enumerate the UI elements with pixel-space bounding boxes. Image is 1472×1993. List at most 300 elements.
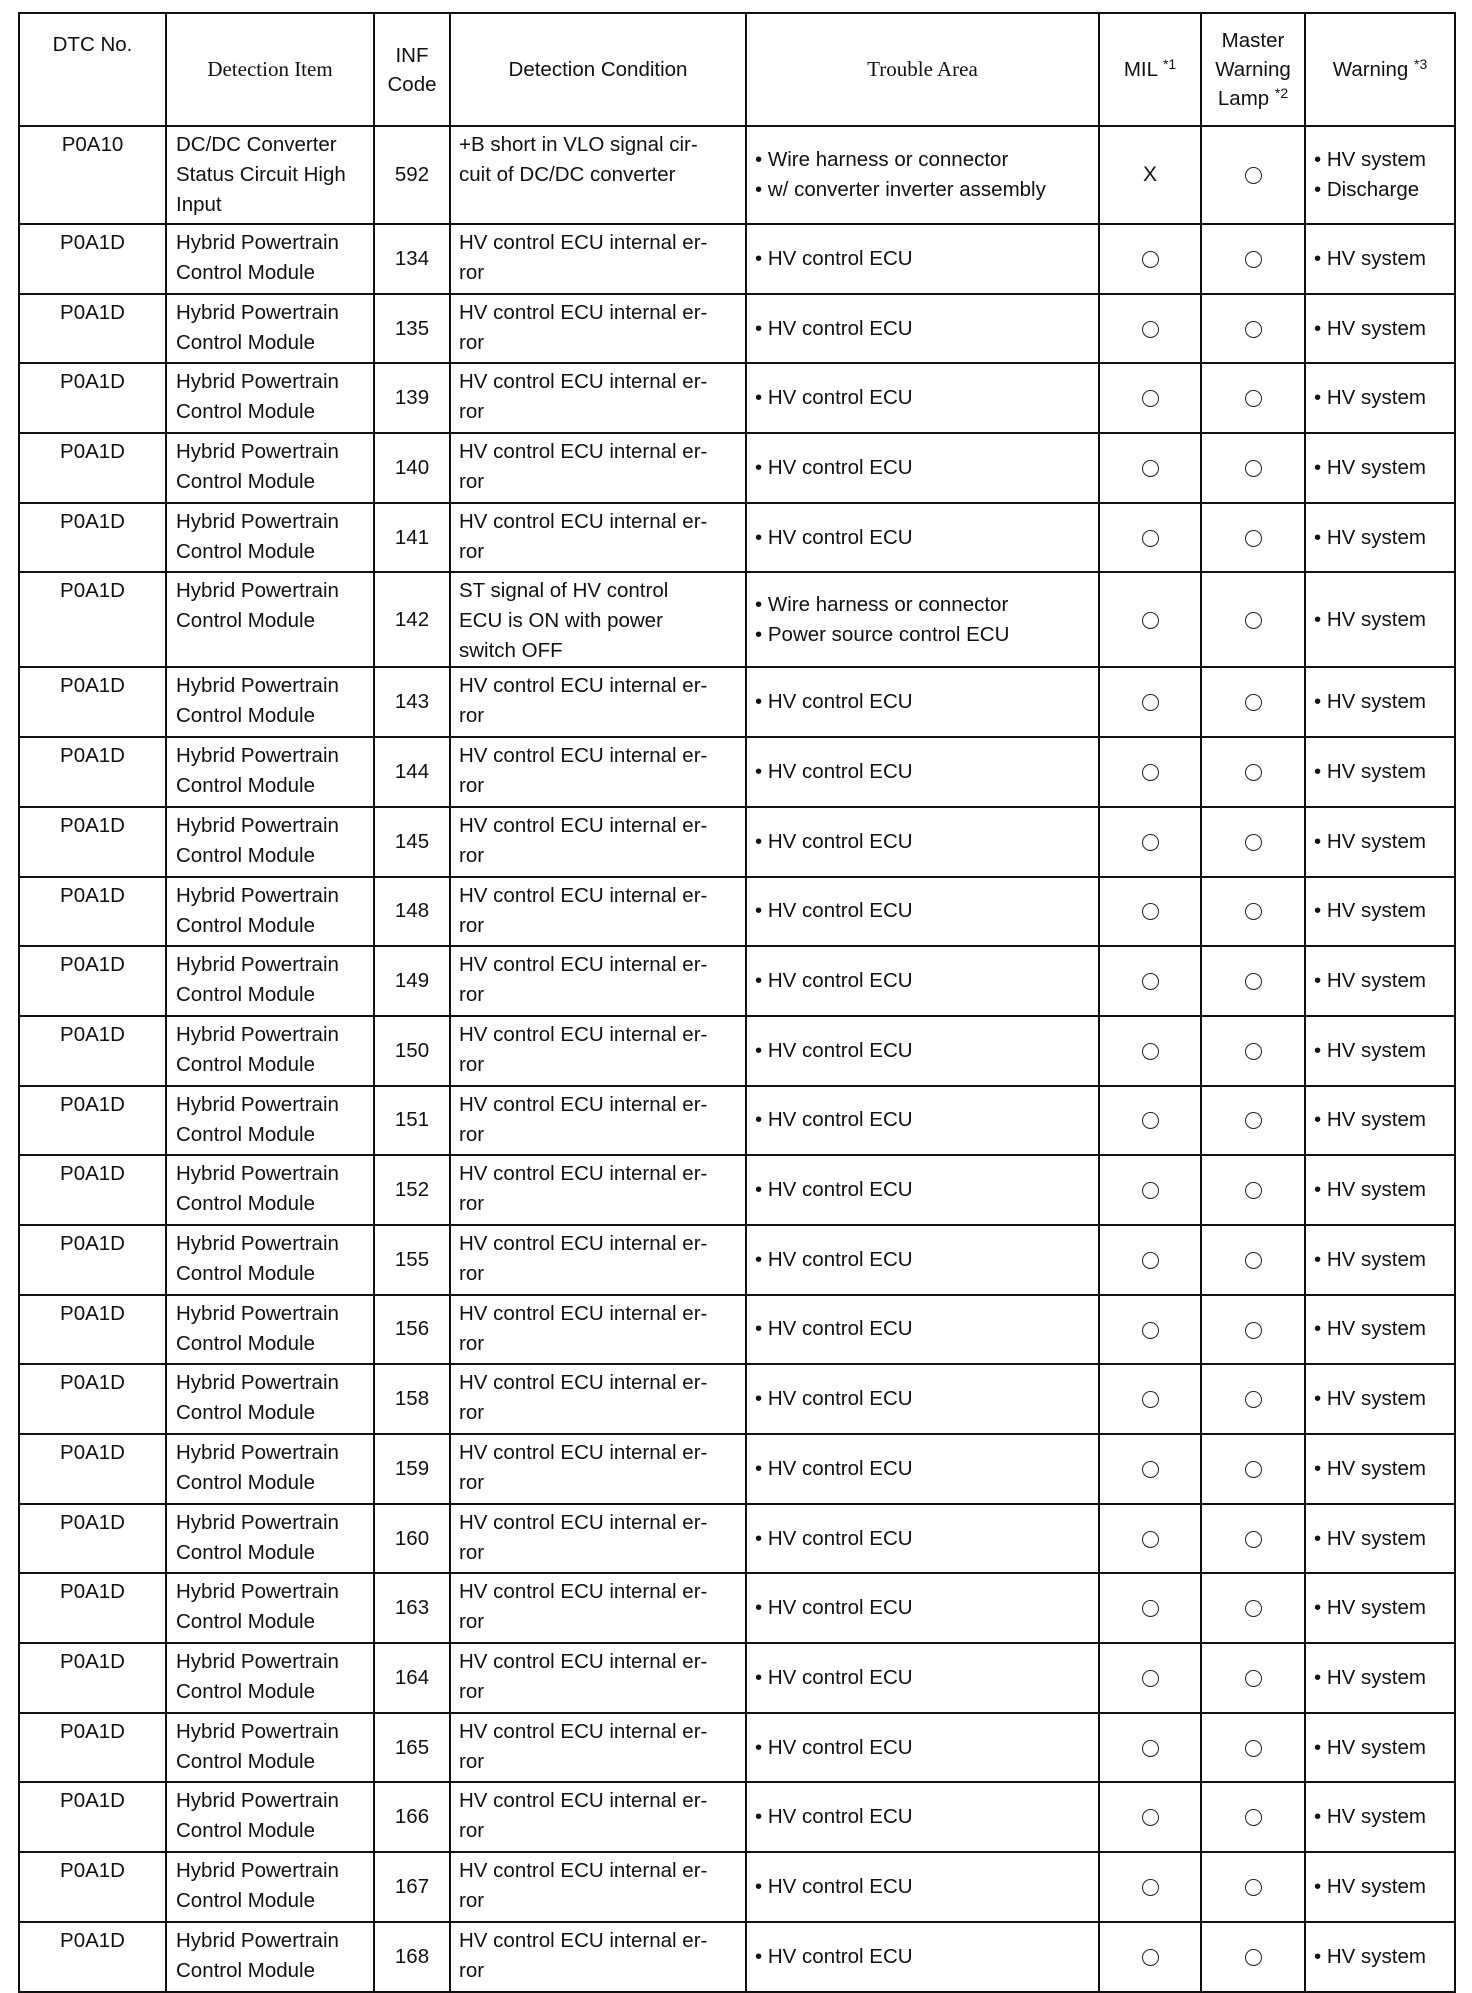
warning-item: • HV system <box>1314 244 1446 274</box>
master-warning-lamp-cell <box>1201 1225 1305 1295</box>
detection-item-line: Control Module <box>176 843 316 867</box>
warning-cell <box>1305 1155 1455 1225</box>
header-mil-label: MIL <box>1123 58 1158 81</box>
dtc-code: P0A1D <box>60 1162 125 1186</box>
detection-item-line: Control Module <box>176 1261 316 1285</box>
trouble-area-item: • HV control ECU <box>755 827 1090 857</box>
dtc-cell <box>19 1225 166 1295</box>
inf-code-cell <box>374 737 450 807</box>
detection-condition-cell <box>450 1782 746 1852</box>
header-master-label: Master <box>1221 29 1285 52</box>
inf-code: 166 <box>394 1805 430 1829</box>
inf-code-cell <box>374 1016 450 1086</box>
detection-condition-cell <box>450 946 746 1016</box>
header-warning-label: Warning <box>1215 58 1291 81</box>
circle-mark-icon <box>1142 1461 1159 1478</box>
mil-cell <box>1099 1364 1201 1434</box>
detection-item-line: Status Circuit High <box>176 163 346 186</box>
dtc-cell <box>19 877 166 947</box>
warning-item: • HV system <box>1314 1663 1446 1693</box>
mil-cell <box>1099 877 1201 947</box>
warning-cell <box>1305 1086 1455 1156</box>
detection-condition-line: ror <box>459 1540 485 1564</box>
inf-code: 135 <box>394 316 430 340</box>
detection-item-line: Control Module <box>176 704 316 728</box>
detection-condition-cell <box>450 1852 746 1922</box>
trouble-area-item: • HV control ECU <box>755 1175 1090 1205</box>
inf-code: 149 <box>394 969 430 993</box>
detection-condition-line: HV control ECU internal er- <box>459 440 708 464</box>
detection-condition-line: HV control ECU internal er- <box>459 953 708 977</box>
detection-item-line: Hybrid Powertrain <box>176 1231 339 1255</box>
detection-condition-line: ror <box>459 1471 485 1494</box>
warning-item: • HV system <box>1314 1942 1446 1972</box>
dtc-code: P0A1D <box>60 1928 125 1952</box>
mil-cell <box>1099 126 1201 224</box>
detection-condition-cell <box>450 1434 746 1504</box>
dtc-code: P0A1D <box>60 1231 125 1255</box>
dtc-code: P0A1D <box>60 1022 125 1046</box>
header-warning-footnote: *3 <box>1414 56 1428 72</box>
mil-cell <box>1099 224 1201 294</box>
circle-mark-icon <box>1142 1391 1159 1408</box>
table-body <box>19 126 1455 1992</box>
detection-item-cell <box>166 294 374 364</box>
dtc-cell <box>19 807 166 877</box>
trouble-area-item: • w/ converter inverter assembly <box>755 175 1090 205</box>
detection-condition-line: ror <box>459 1958 485 1982</box>
dtc-cell <box>19 1713 166 1783</box>
trouble-area-item: • HV control ECU <box>755 523 1090 553</box>
inf-code-cell <box>374 1643 450 1713</box>
trouble-area-cell <box>746 807 1099 877</box>
warning-item: • HV system <box>1314 1733 1446 1763</box>
inf-code: 148 <box>394 899 430 923</box>
mil-cell <box>1099 1713 1201 1783</box>
detection-item-line: Hybrid Powertrain <box>176 1650 339 1674</box>
warning-item: • HV system <box>1314 1105 1446 1135</box>
circle-mark-icon <box>1245 530 1262 547</box>
circle-mark-icon <box>1142 1182 1159 1199</box>
trouble-area-cell <box>746 224 1099 294</box>
circle-mark-icon <box>1245 251 1262 268</box>
mil-cell <box>1099 737 1201 807</box>
detection-item-line: Hybrid Powertrain <box>176 1162 339 1186</box>
warning-item: • HV system <box>1314 1524 1446 1554</box>
trouble-area-item: • Wire harness or connector <box>755 145 1090 175</box>
warning-cell <box>1305 1573 1455 1643</box>
detection-condition-line: HV control ECU internal er- <box>459 1580 708 1604</box>
warning-cell <box>1305 1782 1455 1852</box>
detection-condition-line: HV control ECU internal er- <box>459 1650 708 1674</box>
circle-mark-icon <box>1142 1740 1159 1757</box>
detection-item-line: Hybrid Powertrain <box>176 1092 339 1116</box>
header-master-warning-lamp <box>1201 13 1305 126</box>
mil-cell <box>1099 1643 1201 1713</box>
dtc-code: P0A1D <box>60 813 125 837</box>
master-warning-lamp-cell <box>1201 126 1305 224</box>
table-row <box>19 363 1455 433</box>
warning-cell <box>1305 363 1455 433</box>
detection-condition-line: ror <box>459 1261 485 1285</box>
trouble-area-item: • HV control ECU <box>755 1872 1090 1902</box>
detection-condition-cell <box>450 1364 746 1434</box>
inf-code: 592 <box>394 163 430 186</box>
inf-code-cell <box>374 126 450 224</box>
trouble-area-cell <box>746 1434 1099 1504</box>
trouble-area-item: • HV control ECU <box>755 687 1090 717</box>
detection-item-line: Hybrid Powertrain <box>176 883 339 907</box>
detection-condition-cell <box>450 1922 746 1992</box>
dtc-cell <box>19 1155 166 1225</box>
warning-item: • HV system <box>1314 605 1446 635</box>
trouble-area-item: • HV control ECU <box>755 966 1090 996</box>
detection-condition-line: HV control ECU internal er- <box>459 744 708 768</box>
trouble-area-item: • HV control ECU <box>755 1802 1090 1832</box>
dtc-cell <box>19 224 166 294</box>
table-row <box>19 877 1455 947</box>
detection-condition-line: ror <box>459 261 485 284</box>
trouble-area-cell <box>746 572 1099 667</box>
master-warning-lamp-cell <box>1201 1295 1305 1365</box>
header-warning-col-label: Warning <box>1332 58 1409 81</box>
detection-item-cell <box>166 807 374 877</box>
trouble-area-item: • HV control ECU <box>755 1314 1090 1344</box>
inf-code: 164 <box>394 1665 430 1689</box>
warning-item: • HV system <box>1314 1314 1446 1344</box>
trouble-area-item: • HV control ECU <box>755 1454 1090 1484</box>
dtc-code: P0A1D <box>60 1859 125 1883</box>
warning-item: • HV system <box>1314 1872 1446 1902</box>
detection-item-cell <box>166 433 374 503</box>
warning-cell <box>1305 572 1455 667</box>
warning-item: • HV system <box>1314 1245 1446 1275</box>
detection-condition-line: ror <box>459 913 485 937</box>
dtc-code: P0A1D <box>60 509 125 533</box>
dtc-code: P0A1D <box>60 231 125 254</box>
dtc-table <box>18 12 1456 1993</box>
detection-item-line: Control Module <box>176 913 316 937</box>
circle-mark-icon <box>1142 321 1159 338</box>
header-trouble-area <box>746 13 1099 126</box>
mil-cell <box>1099 433 1201 503</box>
mil-cell <box>1099 1434 1201 1504</box>
x-mark: X <box>1142 163 1157 186</box>
master-warning-lamp-cell <box>1201 1086 1305 1156</box>
warning-cell <box>1305 1434 1455 1504</box>
circle-mark-icon <box>1245 1949 1262 1966</box>
detection-condition-line: HV control ECU internal er- <box>459 1162 708 1186</box>
mil-cell <box>1099 1225 1201 1295</box>
trouble-area-item: • Wire harness or connector <box>755 590 1090 620</box>
detection-item-line: Hybrid Powertrain <box>176 1859 339 1883</box>
detection-item-cell <box>166 1922 374 1992</box>
circle-mark-icon <box>1245 321 1262 338</box>
detection-condition-line: ror <box>459 983 485 1007</box>
detection-condition-cell <box>450 294 746 364</box>
inf-code: 156 <box>394 1317 430 1341</box>
detection-condition-line: ror <box>459 1122 485 1146</box>
master-warning-lamp-cell <box>1201 1504 1305 1574</box>
trouble-area-cell <box>746 1225 1099 1295</box>
detection-item-line: Input <box>176 193 222 216</box>
circle-mark-icon <box>1142 612 1159 629</box>
table-row <box>19 1086 1455 1156</box>
detection-item-cell <box>166 1504 374 1574</box>
mil-cell <box>1099 1504 1201 1574</box>
table-row <box>19 1155 1455 1225</box>
inf-code-cell <box>374 1782 450 1852</box>
circle-mark-icon <box>1142 1670 1159 1687</box>
trouble-area-item: • HV control ECU <box>755 757 1090 787</box>
detection-item-line: Hybrid Powertrain <box>176 1928 339 1952</box>
header-dtc-label: DTC No. <box>52 33 133 56</box>
table-row <box>19 1852 1455 1922</box>
trouble-area-item: • HV control ECU <box>755 383 1090 413</box>
detection-condition-line: HV control ECU internal er- <box>459 1928 708 1952</box>
circle-mark-icon <box>1142 764 1159 781</box>
detection-item-cell <box>166 503 374 573</box>
mil-cell <box>1099 946 1201 1016</box>
warning-cell <box>1305 1295 1455 1365</box>
inf-code-cell <box>374 877 450 947</box>
circle-mark-icon <box>1142 1809 1159 1826</box>
mil-cell <box>1099 294 1201 364</box>
detection-item-line: Hybrid Powertrain <box>176 231 339 254</box>
circle-mark-icon <box>1142 1043 1159 1060</box>
inf-code-cell <box>374 1573 450 1643</box>
detection-item-line: Control Module <box>176 470 316 494</box>
table-row <box>19 224 1455 294</box>
master-warning-lamp-cell <box>1201 877 1305 947</box>
master-warning-lamp-cell <box>1201 503 1305 573</box>
header-detection-item <box>166 13 374 126</box>
detection-item-line: Hybrid Powertrain <box>176 813 339 837</box>
table-row <box>19 667 1455 737</box>
warning-item: • HV system <box>1314 383 1446 413</box>
detection-item-line: Hybrid Powertrain <box>176 1580 339 1604</box>
master-warning-lamp-cell <box>1201 807 1305 877</box>
detection-condition-line: ror <box>459 1331 485 1355</box>
mil-cell <box>1099 1016 1201 1086</box>
detection-condition-line: HV control ECU internal er- <box>459 1789 708 1813</box>
mil-cell <box>1099 807 1201 877</box>
table-row <box>19 1016 1455 1086</box>
detection-item-line: Hybrid Powertrain <box>176 744 339 768</box>
circle-mark-icon <box>1245 1252 1262 1269</box>
dtc-code: P0A1D <box>60 1789 125 1813</box>
warning-cell <box>1305 1225 1455 1295</box>
warning-item: • HV system <box>1314 687 1446 717</box>
detection-condition-cell <box>450 1155 746 1225</box>
master-warning-lamp-cell <box>1201 1573 1305 1643</box>
detection-item-line: Control Module <box>176 1331 316 1355</box>
trouble-area-item: • HV control ECU <box>755 314 1090 344</box>
detection-condition-line: HV control ECU internal er- <box>459 1022 708 1046</box>
mil-cell <box>1099 1573 1201 1643</box>
inf-code-cell <box>374 667 450 737</box>
detection-condition-cell <box>450 1086 746 1156</box>
detection-item-line: Hybrid Powertrain <box>176 953 339 977</box>
trouble-area-item: • HV control ECU <box>755 1593 1090 1623</box>
warning-item: • Discharge <box>1314 175 1446 205</box>
detection-item-cell <box>166 1713 374 1783</box>
detection-condition-line: HV control ECU internal er- <box>459 1719 708 1743</box>
inf-code-cell <box>374 1713 450 1783</box>
dtc-cell <box>19 433 166 503</box>
trouble-area-cell <box>746 737 1099 807</box>
inf-code-cell <box>374 363 450 433</box>
inf-code: 144 <box>394 759 430 783</box>
detection-item-line: Hybrid Powertrain <box>176 300 339 324</box>
circle-mark-icon <box>1142 390 1159 407</box>
detection-condition-cell <box>450 1295 746 1365</box>
detection-item-line: Hybrid Powertrain <box>176 440 339 464</box>
trouble-area-cell <box>746 1364 1099 1434</box>
detection-condition-line: switch OFF <box>459 639 563 663</box>
circle-mark-icon <box>1142 460 1159 477</box>
circle-mark-icon <box>1245 694 1262 711</box>
mil-cell <box>1099 1782 1201 1852</box>
dtc-code: P0A1D <box>60 1301 125 1325</box>
detection-condition-line: ror <box>459 1192 485 1216</box>
circle-mark-icon <box>1245 460 1262 477</box>
master-warning-lamp-cell <box>1201 737 1305 807</box>
detection-condition-line: HV control ECU internal er- <box>459 883 708 907</box>
circle-mark-icon <box>1245 973 1262 990</box>
detection-condition-line: HV control ECU internal er- <box>459 1441 708 1464</box>
warning-cell <box>1305 737 1455 807</box>
detection-condition-line: ror <box>459 843 485 867</box>
detection-item-cell <box>166 737 374 807</box>
detection-item-line: Control Module <box>176 1192 316 1216</box>
table-row <box>19 1782 1455 1852</box>
detection-item-line: Control Module <box>176 1819 316 1843</box>
detection-condition-line: ror <box>459 1819 485 1843</box>
table-row <box>19 1434 1455 1504</box>
inf-code-cell <box>374 1086 450 1156</box>
table-row <box>19 126 1455 224</box>
detection-condition-line: ror <box>459 1610 485 1634</box>
warning-cell <box>1305 433 1455 503</box>
warning-item: • HV system <box>1314 1802 1446 1832</box>
mil-cell <box>1099 363 1201 433</box>
detection-condition-line: HV control ECU internal er- <box>459 1231 708 1255</box>
table-row <box>19 1225 1455 1295</box>
detection-item-cell <box>166 224 374 294</box>
warning-item: • HV system <box>1314 1384 1446 1414</box>
trouble-area-cell <box>746 946 1099 1016</box>
detection-item-cell <box>166 1573 374 1643</box>
detection-condition-cell <box>450 667 746 737</box>
trouble-area-cell <box>746 1713 1099 1783</box>
header-code-label: Code <box>387 72 437 96</box>
detection-item-line: Control Module <box>176 1958 316 1982</box>
dtc-code: P0A1D <box>60 1650 125 1674</box>
detection-item-cell <box>166 1643 374 1713</box>
detection-item-line: Control Module <box>176 1749 316 1773</box>
circle-mark-icon <box>1245 764 1262 781</box>
trouble-area-cell <box>746 1573 1099 1643</box>
detection-condition-line: cuit of DC/DC converter <box>459 163 676 186</box>
detection-item-line: Control Module <box>176 400 316 424</box>
dtc-cell <box>19 1086 166 1156</box>
detection-item-cell <box>166 877 374 947</box>
master-warning-lamp-cell <box>1201 433 1305 503</box>
header-detection-item-label: Detection Item <box>207 57 333 81</box>
trouble-area-cell <box>746 1852 1099 1922</box>
inf-code: 140 <box>394 455 430 479</box>
detection-item-line: Hybrid Powertrain <box>176 509 339 533</box>
mil-cell <box>1099 1295 1201 1365</box>
detection-condition-line: ror <box>459 470 485 494</box>
detection-item-cell <box>166 1852 374 1922</box>
detection-condition-cell <box>450 572 746 667</box>
dtc-code: P0A1D <box>60 370 125 394</box>
detection-item-line: Hybrid Powertrain <box>176 1371 339 1395</box>
detection-condition-cell <box>450 1225 746 1295</box>
detection-condition-line: ror <box>459 1889 485 1913</box>
header-inf-label: INF <box>395 43 429 67</box>
master-warning-lamp-cell <box>1201 1852 1305 1922</box>
detection-item-cell <box>166 667 374 737</box>
warning-cell <box>1305 1713 1455 1783</box>
inf-code: 142 <box>394 607 430 631</box>
trouble-area-cell <box>746 126 1099 224</box>
header-trouble-area-label: Trouble Area <box>867 57 978 81</box>
warning-cell <box>1305 1852 1455 1922</box>
inf-code: 158 <box>394 1387 430 1411</box>
table-row <box>19 1922 1455 1992</box>
detection-condition-line: HV control ECU internal er- <box>459 1510 708 1534</box>
table-row <box>19 572 1455 667</box>
dtc-cell <box>19 572 166 667</box>
warning-item: • HV system <box>1314 453 1446 483</box>
table-row <box>19 433 1455 503</box>
trouble-area-cell <box>746 1504 1099 1574</box>
dtc-code: P0A1D <box>60 1371 125 1395</box>
dtc-cell <box>19 1434 166 1504</box>
warning-item: • HV system <box>1314 1593 1446 1623</box>
circle-mark-icon <box>1245 1391 1262 1408</box>
detection-condition-cell <box>450 1713 746 1783</box>
trouble-area-cell <box>746 1782 1099 1852</box>
warning-item: • HV system <box>1314 966 1446 996</box>
detection-condition-cell <box>450 224 746 294</box>
inf-code: 167 <box>394 1874 430 1898</box>
master-warning-lamp-cell <box>1201 572 1305 667</box>
dtc-cell <box>19 946 166 1016</box>
detection-item-line: Control Module <box>176 1122 316 1146</box>
trouble-area-cell <box>746 1922 1099 1992</box>
circle-mark-icon <box>1245 167 1262 184</box>
detection-condition-line: ror <box>459 774 485 798</box>
circle-mark-icon <box>1142 1252 1159 1269</box>
master-warning-lamp-cell <box>1201 1155 1305 1225</box>
header-detection-condition-label: Detection Condition <box>508 58 688 81</box>
inf-code: 151 <box>394 1108 430 1132</box>
circle-mark-icon <box>1142 903 1159 920</box>
circle-mark-icon <box>1245 1322 1262 1339</box>
trouble-area-item: • HV control ECU <box>755 896 1090 926</box>
master-warning-lamp-cell <box>1201 1782 1305 1852</box>
warning-cell <box>1305 126 1455 224</box>
detection-condition-line: ror <box>459 1052 485 1076</box>
detection-condition-line: HV control ECU internal er- <box>459 509 708 533</box>
dtc-code: P0A1D <box>60 1580 125 1604</box>
mil-cell <box>1099 572 1201 667</box>
inf-code-cell <box>374 1852 450 1922</box>
